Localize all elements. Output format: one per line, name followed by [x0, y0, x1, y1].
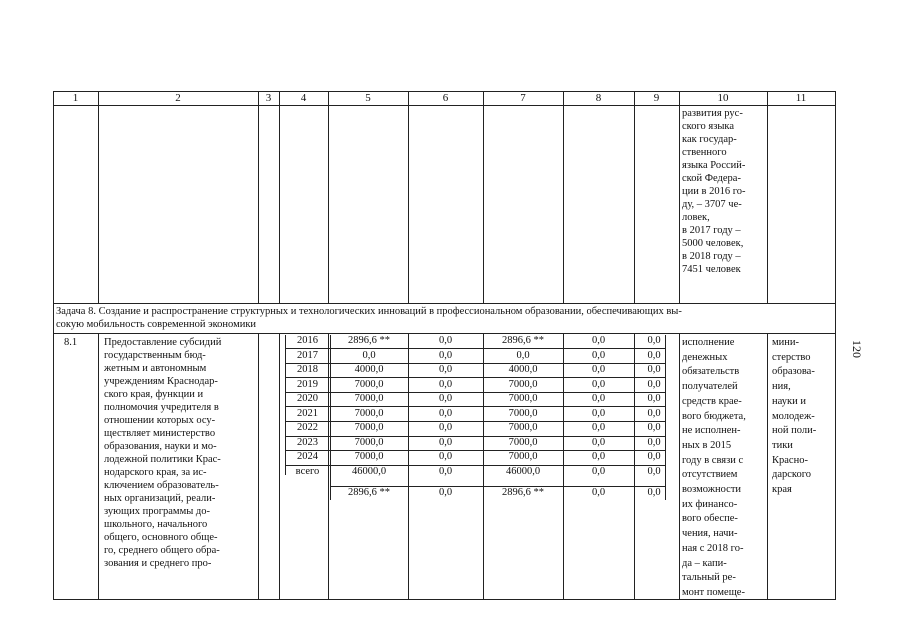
header-col-1: 1	[72, 92, 79, 104]
value-cell: 0,0	[438, 407, 453, 419]
year-cell: 2022	[297, 422, 318, 433]
item-col10-text: исполнение денежных обязательств получателей средств крае- вого бюджета, не исполнен- ных в 2015 году в связи с отсутствием возможности их финансо- вого обеспе- чения, начи- ная с 2018 го- да – капи- тальный ре- монт помеще-	[682, 337, 746, 598]
value-cell: 7000,0	[354, 451, 384, 462]
value-cell: 0,0	[591, 487, 606, 498]
value-cell: 0,0	[647, 349, 661, 361]
value-cell: 0,0	[438, 349, 453, 361]
year-cell: 2023	[297, 436, 318, 448]
col6-values	[408, 334, 483, 501]
value-cell: 0,0	[647, 407, 661, 419]
value-cell: 0,0	[438, 436, 453, 448]
value-cell: 0,0	[438, 465, 453, 477]
value-cell: 0,0	[591, 378, 606, 390]
col7-values	[483, 334, 563, 501]
top-row-col10-text: развития рус- ского языка как государ- ственного языка Россий- ской Федера- ции в 2016 го- ду, – 3707 че- ловек, в 2017 году – 5000 человек, в 2018 году – 7451 человек	[682, 108, 746, 275]
item-number: 8.1	[64, 337, 78, 348]
value-cell: 2896,6 **	[348, 487, 390, 498]
value-cell: 0,0	[647, 393, 661, 404]
header-col-5: 5	[365, 92, 371, 104]
value-cell: 7000,0	[508, 451, 538, 462]
item-col11-text: мини- стерство образова- ния, науки и молодеж- ной поли- тики Красно- дарского края	[772, 337, 817, 496]
value-cell: 0,0	[591, 422, 606, 433]
header-col-8: 8	[595, 92, 602, 104]
value-cell: 7000,0	[354, 393, 384, 404]
year-cell: 2021	[297, 407, 318, 419]
year-cell: 2019	[297, 378, 318, 390]
value-cell: 7000,0	[508, 436, 538, 448]
value-cell: 2896,6 **	[348, 335, 390, 346]
year-cell: 2018	[297, 364, 318, 375]
value-cell: 2896,6 **	[502, 487, 544, 498]
year-cell: всего	[295, 465, 320, 477]
value-cell: 0,0	[591, 465, 606, 477]
year-cell: 2024	[297, 451, 318, 462]
header-col-2: 2	[175, 92, 181, 104]
value-cell: 4000,0	[354, 364, 384, 375]
header-col-4: 4	[300, 92, 307, 104]
value-cell: 0,0	[438, 422, 453, 433]
value-cell: 0,0	[438, 451, 453, 462]
value-cell: 7000,0	[354, 436, 384, 448]
value-cell: 0,0	[647, 436, 661, 448]
value-cell: 0,0	[647, 465, 661, 477]
value-cell: 0,0	[647, 335, 661, 346]
value-cell: 0,0	[591, 393, 606, 404]
header-col-9: 9	[653, 92, 660, 104]
value-cell: 0,0	[647, 422, 661, 433]
value-cell: 0,0	[647, 487, 661, 498]
value-cell: 7000,0	[508, 393, 538, 404]
header-col-10: 10	[717, 92, 729, 104]
col9-values	[634, 334, 674, 501]
value-cell: 0,0	[362, 349, 376, 361]
value-cell: 0,0	[591, 436, 606, 448]
value-cell: 0,0	[647, 451, 661, 462]
value-cell: 0,0	[438, 378, 453, 390]
value-cell: 0,0	[438, 393, 453, 404]
value-cell: 46000,0	[351, 465, 387, 477]
year-cell: 2017	[297, 349, 318, 361]
value-cell: 2896,6 **	[502, 335, 544, 346]
col5-values	[330, 334, 408, 501]
years-column	[285, 334, 330, 479]
page-number: 120	[850, 340, 864, 358]
value-cell: 0,0	[516, 349, 530, 361]
value-cell: 46000,0	[505, 465, 541, 477]
value-cell: 0,0	[438, 335, 453, 346]
value-cell: 7000,0	[508, 422, 538, 433]
item-description: Предоставление субсидий государственным бюд- жетным и автономным учреждениям Краснодар- ского края, функции и полномочия учредителя в отношении которых осу- ществляет министерство образования, науки и мо- лодежной политики Крас- нодарского края, за ис- ключением образователь- ных организаций, реали- зующих программы до- школьного, начального общего, основного обще- го, среднего общего обра- зования и среднего про-	[104, 337, 222, 569]
value-cell: 7000,0	[354, 378, 384, 390]
value-cell: 0,0	[591, 407, 606, 419]
header-col-7: 7	[520, 92, 526, 104]
year-cell: 2020	[297, 393, 318, 404]
value-cell: 0,0	[647, 364, 661, 375]
value-cell: 0,0	[438, 487, 453, 498]
value-cell: 0,0	[438, 364, 453, 375]
value-cell: 0,0	[647, 378, 661, 390]
value-cell: 0,0	[591, 349, 606, 361]
header-col-11: 11	[795, 92, 807, 104]
task-heading: Задача 8. Создание и распространение структурных и технологических инноваций в профессиональном образовании, обеспечивающих вы- сокую мобильность современной экономики	[56, 306, 682, 330]
value-cell: 0,0	[591, 364, 606, 375]
value-cell: 0,0	[591, 451, 606, 462]
value-cell: 7000,0	[508, 407, 538, 419]
col8-values	[563, 334, 634, 501]
value-cell: 7000,0	[508, 378, 538, 390]
header-col-3: 3	[265, 92, 272, 104]
value-cell: 7000,0	[354, 422, 384, 433]
year-cell: 2016	[297, 335, 318, 346]
value-cell: 4000,0	[508, 364, 538, 375]
header-col-6: 6	[442, 92, 449, 104]
value-cell: 7000,0	[354, 407, 384, 419]
value-cell: 0,0	[591, 335, 606, 346]
